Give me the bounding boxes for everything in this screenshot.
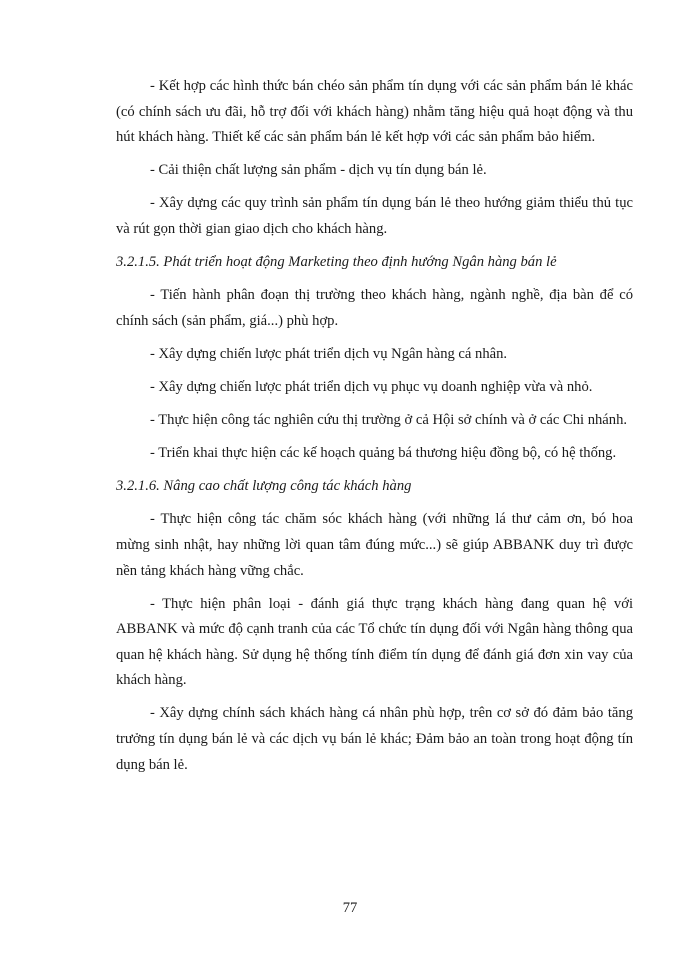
section-heading-3-2-1-6: 3.2.1.6. Nâng cao chất lượng công tác khách hàng	[116, 478, 412, 495]
paragraph-personal-banking-strategy: - Xây dựng chiến lược phát triển dịch vụ Ngân hàng cá nhân.	[150, 345, 508, 362]
paragraph-improve-quality: - Cải thiện chất lượng sản phẩm - dịch vụ tín dụng bán lẻ.	[150, 162, 487, 179]
paragraph-sme-strategy: - Xây dựng chiến lược phát triển dịch vụ phục vụ doanh nghiệp vừa và nhỏ.	[150, 378, 593, 395]
paragraph-market-segmentation: - Tiến hành phân đoạn thị trường theo khách hàng, ngành nghề, địa bàn để có chính sách (sản phẩm, giá...) phù hợp.	[116, 287, 633, 329]
page-body	[116, 74, 633, 778]
paragraph-procedures: - Xây dựng các quy trình sản phẩm tín dụng bán lẻ theo hướng giảm thiểu thủ tục và rút gọn thời gian giao dịch cho khách hàng.	[116, 195, 633, 237]
page-number: 77	[342, 900, 358, 916]
paragraph-customer-care: - Thực hiện công tác chăm sóc khách hàng (với những lá thư cảm ơn, bó hoa mừng sinh nhật, hay những lời quan tâm đúng mức...) sẽ giúp ABBANK duy trì được nền tảng khách hàng vững chắc.	[116, 511, 633, 579]
paragraph-market-research: - Thực hiện công tác nghiên cứu thị trường ở cả Hội sở chính và ở các Chi nhánh.	[150, 412, 628, 429]
section-heading-3-2-1-5: 3.2.1.5. Phát triển hoạt động Marketing theo định hướng Ngân hàng bán lẻ	[116, 254, 557, 271]
paragraph-customer-policy: - Xây dựng chính sách khách hàng cá nhân phù hợp, trên cơ sở đó đảm bảo tăng trưởng tín dụng bán lẻ và các dịch vụ bán lẻ khác; Đảm bảo an toàn trong hoạt động tín dụng bán lẻ.	[116, 705, 633, 773]
paragraph-customer-classification: - Thực hiện phân loại - đánh giá thực trạng khách hàng đang quan hệ với ABBANK và mức độ cạnh tranh của các Tổ chức tín dụng đối với Ngân hàng thông qua quan hệ khách hàng. Sử dụng hệ thống tính điểm tín dụng để đánh giá đơn xin vay của khách hàng.	[116, 595, 633, 689]
paragraph-brand-promotion: - Triển khai thực hiện các kế hoạch quảng bá thương hiệu đồng bộ, có hệ thống.	[150, 445, 617, 462]
paragraph-cross-selling: - Kết hợp các hình thức bán chéo sản phẩm tín dụng với các sản phẩm bán lẻ khác (có chính sách ưu đãi, hỗ trợ đối với khách hàng) nhằm tăng hiệu quả hoạt động và thu hút khách hàng. Thiết kế các sản phẩm bán lẻ kết hợp với các sản phẩm bảo hiểm.	[116, 78, 633, 146]
